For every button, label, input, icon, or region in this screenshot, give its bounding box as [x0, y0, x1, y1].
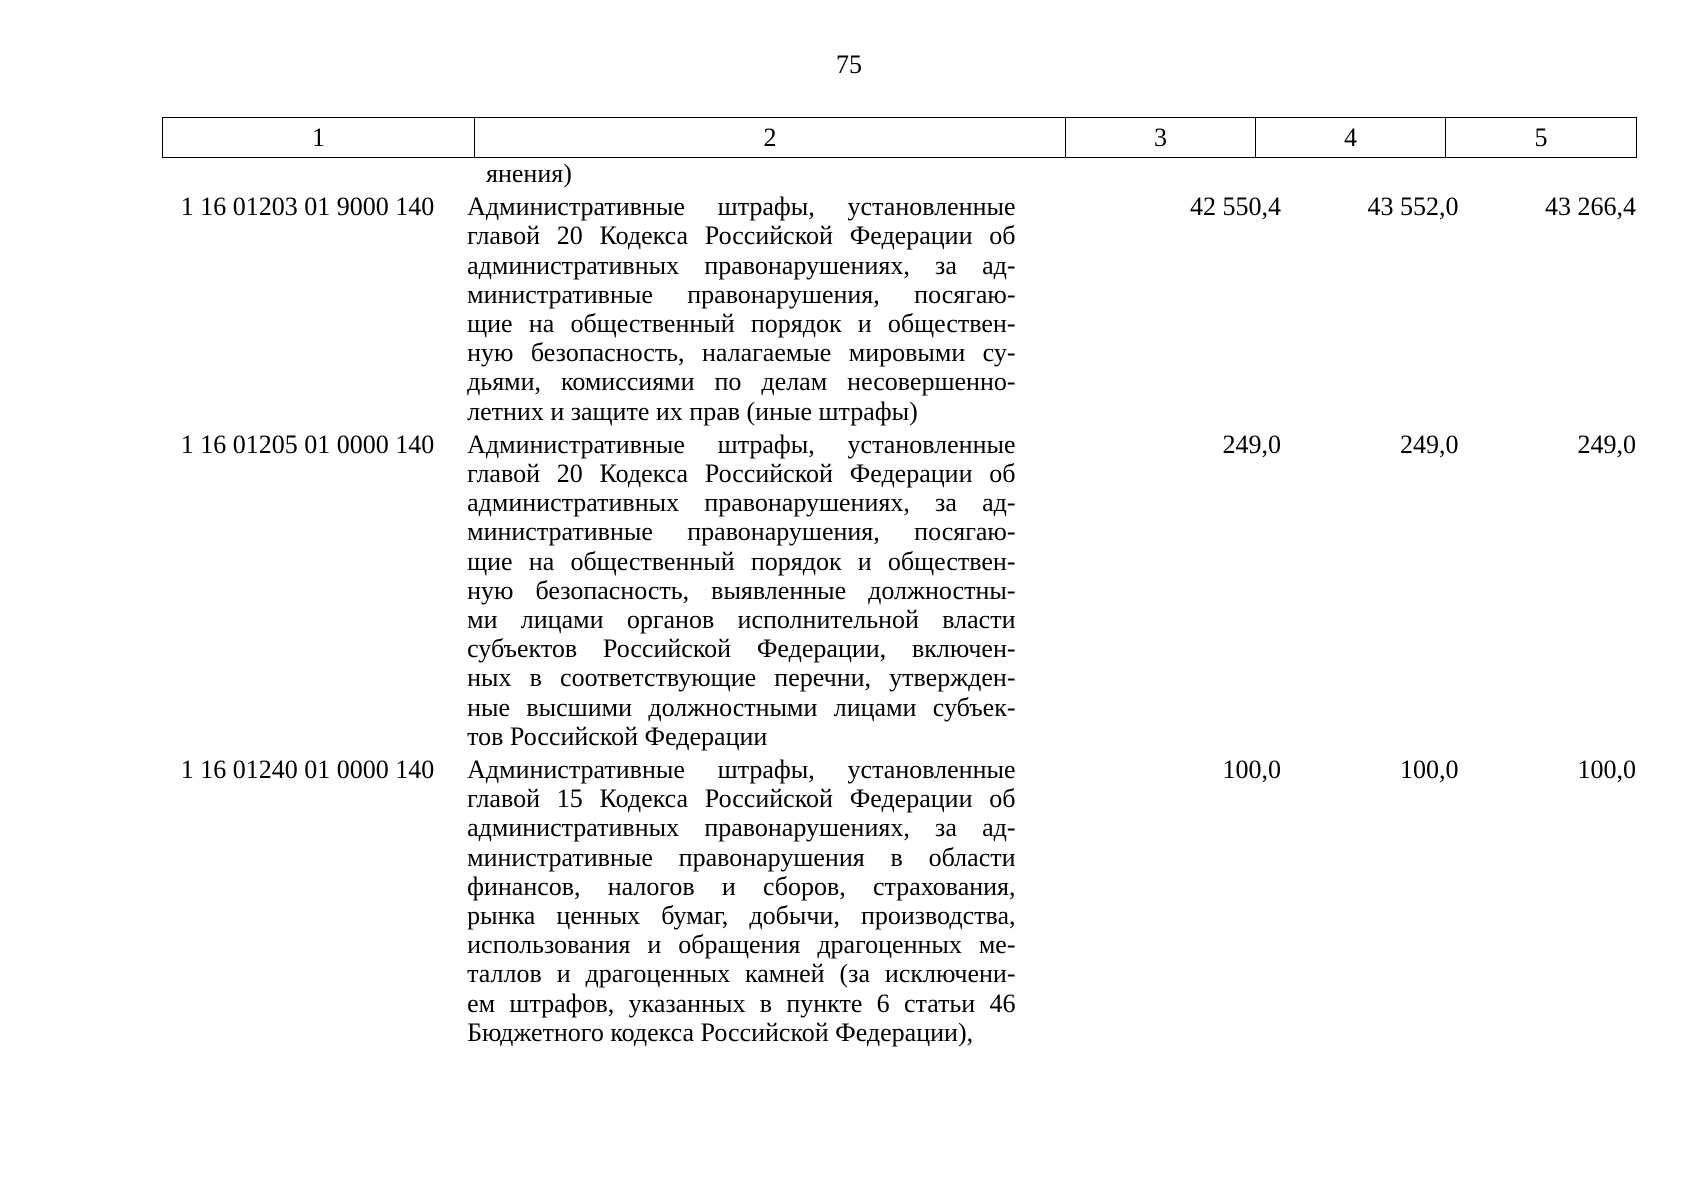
budget-code: 1 16 01240 01 0000 140	[180, 755, 435, 785]
table-row	[162, 755, 1636, 1047]
row-description	[467, 755, 1015, 1047]
value-col-3: 100,0	[1222, 755, 1282, 785]
description-line: административных правонарушениях, за ад-	[467, 813, 1016, 843]
description-line: административных правонарушениях, за ад-	[467, 250, 1016, 280]
header-col-5: 5	[1446, 118, 1637, 158]
description-line: щие на общественный порядок и обществен-	[467, 546, 1016, 576]
description-line: ные высшими должностными лицами субъек-	[467, 692, 1016, 722]
value-col-4: 249,0	[1400, 429, 1459, 459]
description-line: ных в соответствующие перечни, утвержден-	[467, 663, 1016, 693]
description-line: использования и обращения драгоценных ме-	[467, 930, 1016, 960]
description-line: ем штрафов, указанных в пункте 6 статьи 46	[467, 988, 1016, 1018]
description-line: субъектов Российской Федерации, включен-	[467, 634, 1016, 664]
value-col-3: 249,0	[1222, 429, 1282, 459]
description-line: ную безопасность, налагаемые мировыми су-	[467, 338, 1016, 368]
header-col-4: 4	[1256, 118, 1446, 158]
description-line: летних и защите их прав (иные штрафы)	[467, 396, 918, 426]
header-row	[163, 118, 1637, 158]
table-row	[162, 430, 1636, 751]
budget-code: 1 16 01203 01 9000 140	[180, 192, 435, 222]
description-line: ную безопасность, выявленные должностны-	[467, 575, 1016, 605]
row-description	[467, 430, 1015, 751]
description-line: Административные штрафы, установленные	[467, 755, 1016, 785]
description-line: щие на общественный порядок и обществен-	[467, 309, 1016, 339]
description-line: Бюджетного кодекса Российской Федерации),	[467, 1017, 974, 1047]
description-line: административных правонарушениях, за ад-	[467, 488, 1016, 518]
header-col-3: 3	[1066, 118, 1256, 158]
page-number: 75	[836, 50, 862, 79]
value-col-5: 43 266,4	[1545, 192, 1636, 222]
description-line: тов Российской Федерации	[467, 721, 768, 751]
header-col-2: 2	[475, 118, 1066, 158]
description-line: дьями, комиссиями по делам несовершенно-	[467, 367, 1016, 397]
description-line: министративные правонарушения, посягаю-	[467, 279, 1016, 309]
table-row	[162, 192, 1636, 426]
value-col-4: 43 552,0	[1367, 192, 1459, 222]
value-col-5: 100,0	[1577, 755, 1636, 785]
description-line: министративные правонарушения в области	[467, 842, 1016, 872]
budget-code: 1 16 01205 01 0000 140	[180, 429, 435, 459]
value-col-4: 100,0	[1400, 755, 1459, 785]
description-line: таллов и драгоценных камней (за исключени-	[467, 959, 1016, 989]
value-col-3: 42 550,4	[1190, 192, 1282, 222]
table-body	[162, 159, 1636, 1047]
description-line: рынка ценных бумаг, добычи, производства,	[467, 901, 1016, 931]
description-line: ми лицами органов исполнительной власти	[467, 605, 1016, 635]
description-line: главой 20 Кодекса Российской Федерации об	[467, 459, 1016, 489]
continued-text: янения)	[486, 159, 572, 188]
row-description	[467, 192, 1015, 426]
description-line: министративные правонарушения, посягаю-	[467, 517, 1016, 547]
description-line: Административные штрафы, установленные	[467, 192, 1016, 222]
value-col-5: 249,0	[1577, 429, 1636, 459]
description-line: главой 20 Кодекса Российской Федерации об	[467, 221, 1016, 251]
header-col-1: 1	[163, 118, 475, 158]
description-line: Административные штрафы, установленные	[467, 429, 1016, 459]
column-number-header	[162, 117, 1637, 158]
description-line: финансов, налогов и сборов, страхования,	[467, 871, 1016, 901]
description-line: главой 15 Кодекса Российской Федерации об	[467, 784, 1016, 814]
